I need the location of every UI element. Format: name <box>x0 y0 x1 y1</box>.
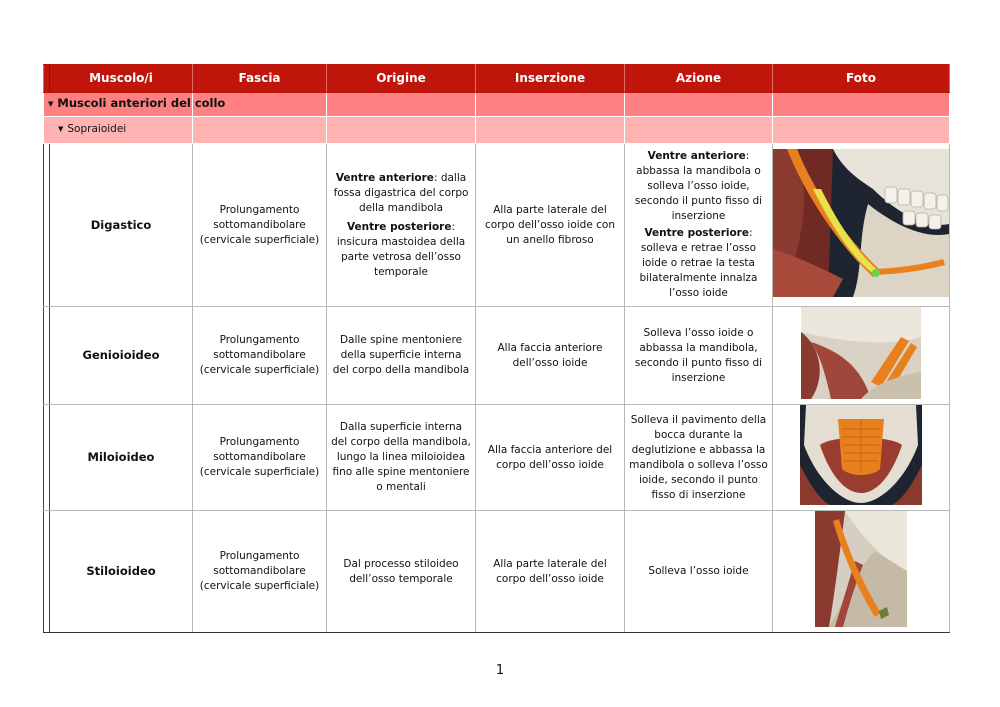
header-action[interactable]: Azione <box>625 65 773 93</box>
muscle-table <box>43 64 950 633</box>
fascia-cell: Prolungamento sottomandibolare (cervicale superficiale) <box>193 511 327 633</box>
muscle-name: Genioioideo <box>50 307 193 405</box>
origin-cell: Dalle spine mentoniere della superficie interna del corpo della mandibola <box>327 307 476 405</box>
origin-anterior-text: : dalla fossa digastrica del corpo della mandibola <box>333 171 469 214</box>
header-origin[interactable]: Origine <box>327 65 476 93</box>
subgroup-row-suprahyoid[interactable] <box>44 117 950 144</box>
disclosure-triangle-icon[interactable]: ▼ <box>48 100 54 108</box>
action-posterior-text: : solleva e retrae l’osso ioide o retrae la testa bilateralmente innalza l’osso ioide <box>639 227 758 299</box>
geniohyoid-anatomy-image[interactable] <box>801 307 921 399</box>
photo-cell <box>773 405 950 511</box>
table-row <box>44 405 950 511</box>
origin-posterior-title: Ventre posteriore <box>346 220 452 233</box>
insertion-cell: Alla faccia anteriore dell’osso ioide <box>476 307 625 405</box>
action-cell <box>625 144 773 307</box>
insertion-cell: Alla faccia anteriore del corpo dell’osso ioide <box>476 405 625 511</box>
group-label: Muscoli anteriori del collo <box>57 96 226 110</box>
anatomy-table-sheet <box>43 64 949 633</box>
digastric-anatomy-image[interactable] <box>773 149 949 297</box>
table-row <box>44 307 950 405</box>
action-anterior-title: Ventre anteriore <box>647 150 746 162</box>
group-row-anterior-neck[interactable] <box>44 93 950 117</box>
origin-cell <box>327 144 476 307</box>
fascia-cell: Prolungamento sottomandibolare (cervicale superficiale) <box>193 307 327 405</box>
action-cell: Solleva l’osso ioide o abbassa la mandibola, secondo il punto fisso di inserzione <box>625 307 773 405</box>
header-insertion[interactable]: Inserzione <box>476 65 625 93</box>
subgroup-label: Sopraioidei <box>67 123 127 135</box>
photo-cell <box>773 144 950 307</box>
disclosure-triangle-icon[interactable]: ▼ <box>58 125 64 133</box>
muscle-name: Stiloioideo <box>50 511 193 633</box>
insertion-cell: Alla parte laterale del corpo dell’osso ioide con un anello fibroso <box>476 144 625 307</box>
action-cell: Solleva l’osso ioide <box>625 511 773 633</box>
action-cell: Solleva il pavimento della bocca durante la deglutizione e abbassa la mandibola o solleva l’osso ioide, secondo il punto fisso di inserzione <box>625 405 773 511</box>
fascia-cell: Prolungamento sottomandibolare (cervicale superficiale) <box>193 144 327 307</box>
origin-posterior-text: : insicura mastoidea della parte vetrosa dell’osso temporale <box>336 220 466 278</box>
group-title-cell[interactable] <box>44 93 226 117</box>
origin-cell: Dalla superficie interna del corpo della mandibola, lungo la linea miloioidea fino alle spine mentoniere o mentali <box>327 405 476 511</box>
page-number: 1 <box>495 663 505 678</box>
muscle-name: Digastico <box>50 144 193 307</box>
action-posterior-title: Ventre posteriore <box>644 227 749 239</box>
header-muscle[interactable]: Muscolo/i <box>50 65 193 93</box>
subgroup-title-cell[interactable] <box>50 117 193 144</box>
origin-cell: Dal processo stiloideo dell’osso temporale <box>327 511 476 633</box>
header-photo[interactable]: Foto <box>773 65 950 93</box>
mylohyoid-anatomy-image[interactable] <box>800 405 922 505</box>
fascia-cell: Prolungamento sottomandibolare (cervicale superficiale) <box>193 405 327 511</box>
photo-cell <box>773 511 950 633</box>
origin-anterior-title: Ventre anteriore <box>335 171 434 184</box>
insertion-cell: Alla parte laterale del corpo dell’osso ioide <box>476 511 625 633</box>
stylohyoid-anatomy-image[interactable] <box>815 511 907 627</box>
photo-cell <box>773 307 950 405</box>
muscle-name: Miloioideo <box>50 405 193 511</box>
table-row <box>44 144 950 307</box>
header-fascia[interactable]: Fascia <box>193 65 327 93</box>
action-anterior-text: : abbassa la mandibola o solleva l’osso ioide, secondo il punto fisso di inserzione <box>634 150 763 222</box>
table-row <box>44 511 950 633</box>
header-row <box>44 65 950 93</box>
